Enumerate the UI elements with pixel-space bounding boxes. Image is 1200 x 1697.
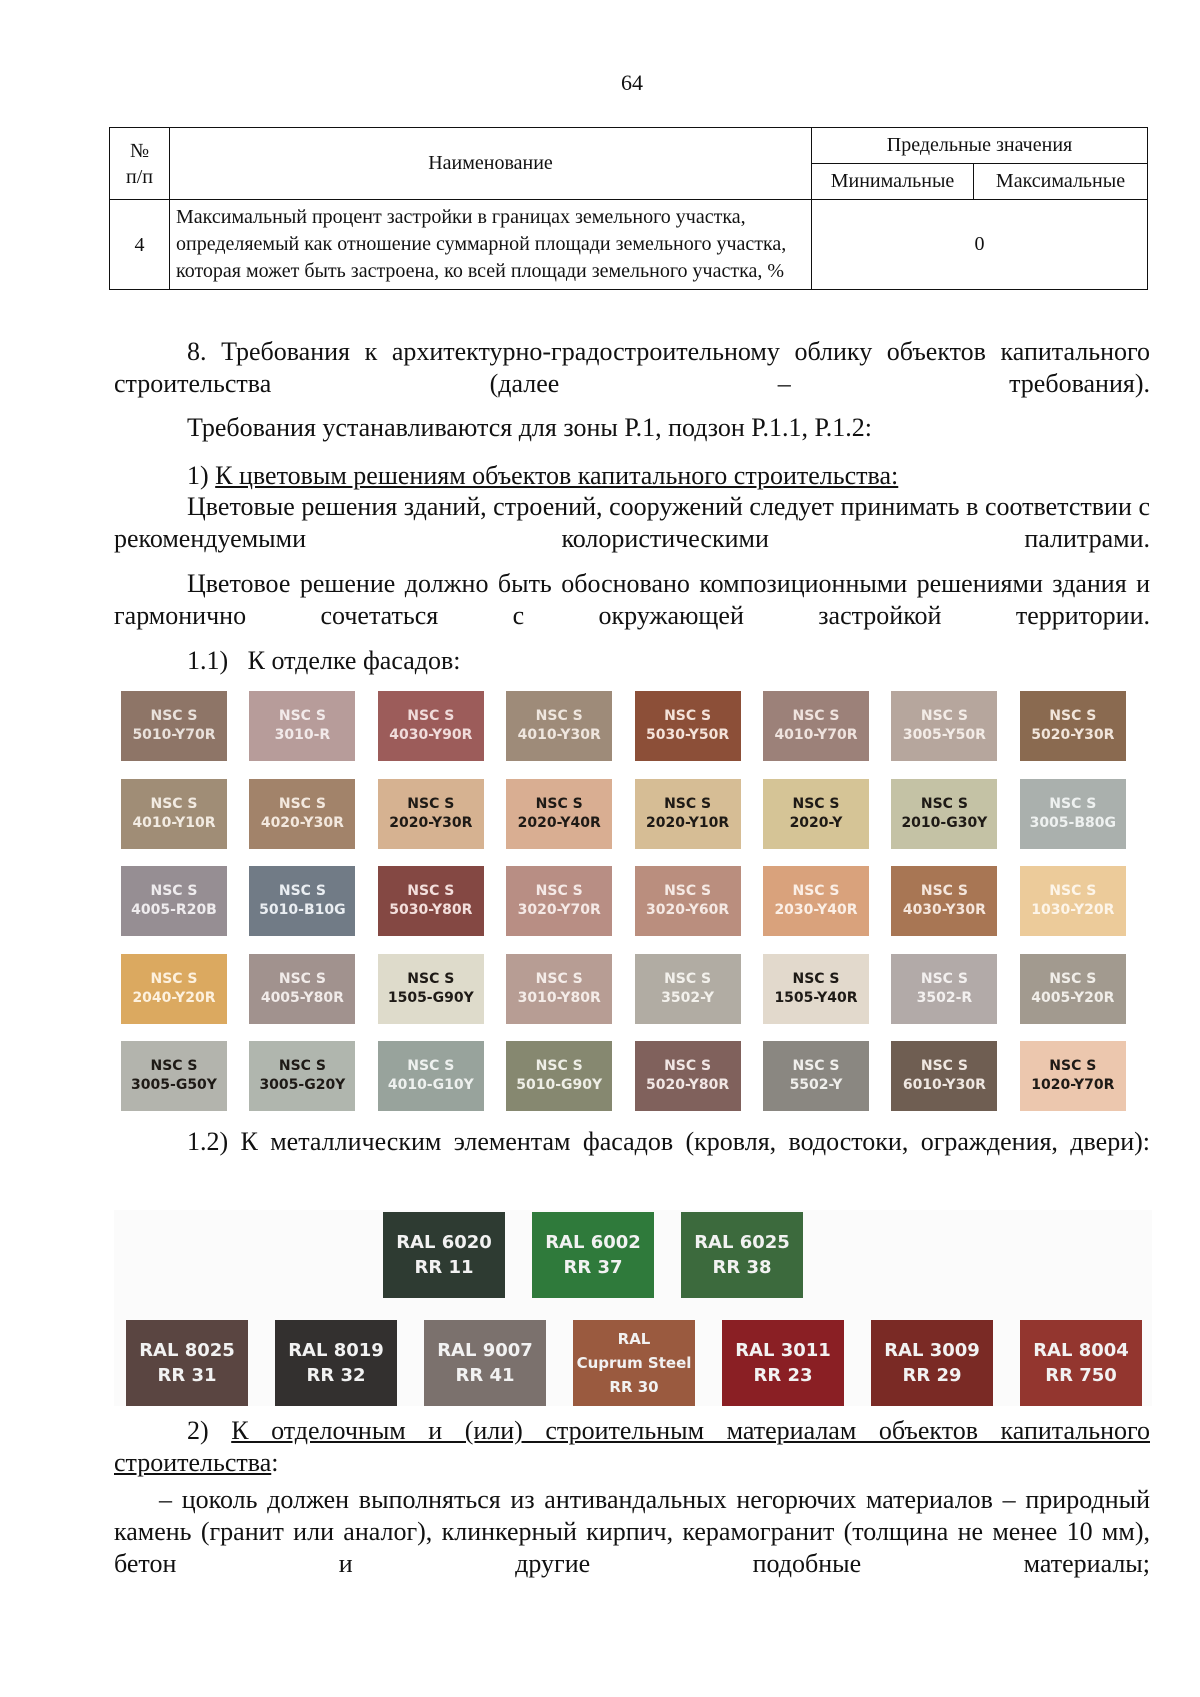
- swatch-label-code: 5020-Y30R: [1031, 727, 1115, 743]
- page-number: 64: [621, 70, 643, 95]
- swatch-label-system: NSC S: [664, 795, 712, 812]
- swatch-label-system: NSC S: [150, 795, 198, 812]
- swatch-label-code: 3005-G20Y: [259, 1077, 346, 1094]
- paragraph-plinth: – цоколь должен выполняться из антивандальных негорючих материалов – природный камень (гранит или аналог), клинкерный кирпич, керамогранит (толщина не менее 10 мм), бетон и другие подобные материалы;: [114, 1485, 1150, 1578]
- swatch-label-code: 4030-Y90R: [389, 727, 473, 743]
- metal-swatch-label: RR 37: [563, 1257, 623, 1278]
- swatch-label-code: 2020-Y: [789, 814, 843, 831]
- swatch-label-system: NSC S: [278, 883, 326, 900]
- swatch-label-system: NSC S: [792, 970, 840, 987]
- facade-swatch: [891, 954, 997, 1024]
- facade-swatch: [635, 1041, 741, 1111]
- heading2-title: К отделочным и (или) строительным материалам объектов капитального строительства: [114, 1416, 1150, 1477]
- facade-swatch: [1020, 1041, 1126, 1111]
- facade-swatch: [891, 1041, 997, 1111]
- metal-swatch-label: RAL 8025: [139, 1340, 235, 1361]
- row-value: 0: [812, 200, 1148, 290]
- heading2-num: 2): [187, 1416, 232, 1445]
- swatch-label-code: 5030-Y50R: [646, 727, 730, 743]
- metal-swatch-label: RR 41: [455, 1365, 515, 1386]
- metal-swatch-label: Cuprum Steel: [576, 1354, 692, 1372]
- metal-swatch: [681, 1212, 803, 1298]
- metal-swatch: [532, 1212, 654, 1298]
- swatch-label-code: 3005-Y50R: [902, 727, 986, 743]
- facade-swatch: [249, 1041, 355, 1111]
- metal-swatch-label: RAL 3009: [884, 1340, 980, 1361]
- swatch-label-system: NSC S: [150, 1058, 198, 1075]
- swatch-label-code: 4010-Y10R: [132, 814, 216, 831]
- heading-materials: [114, 1415, 1150, 1479]
- swatch-label-code: 1505-G90Y: [387, 989, 474, 1006]
- facade-swatch: [763, 866, 869, 936]
- metal-swatch: [722, 1320, 844, 1406]
- swatch-label-system: NSC S: [792, 883, 840, 900]
- metal-swatch: [275, 1320, 397, 1406]
- header-name: Наименование: [170, 128, 812, 200]
- swatch-label-code: 2020-Y30R: [389, 814, 473, 831]
- facade-swatch: [635, 691, 741, 761]
- facade-swatch: [249, 691, 355, 761]
- header-num: № п/п: [110, 128, 170, 200]
- header-max: Максимальные: [974, 164, 1148, 200]
- swatch-label-system: NSC S: [920, 1058, 968, 1075]
- metal-swatch-label: RR 29: [902, 1365, 962, 1386]
- swatch-label-code: 3010-R: [274, 727, 331, 743]
- paragraph-color-1: Цветовые решения зданий, строений, сооружений следует принимать в соответствии с рекомендуемыми колористическими палитрами.: [114, 492, 1150, 553]
- metal-swatch: [1020, 1320, 1142, 1406]
- swatch-label-system: NSC S: [535, 970, 583, 987]
- facade-swatch: [763, 779, 869, 849]
- heading-facades: 1.1) К отделке фасадов:: [187, 646, 461, 675]
- swatch-label-system: NSC S: [1049, 1058, 1097, 1075]
- facade-swatch: [121, 866, 227, 936]
- swatch-label-code: 2030-Y40R: [774, 902, 858, 919]
- swatch-label-code: 3502-R: [916, 989, 973, 1006]
- facade-swatch: [763, 691, 869, 761]
- facade-swatch: [121, 779, 227, 849]
- facade-swatch: [121, 954, 227, 1024]
- facade-swatch: [506, 866, 612, 936]
- swatch-label-code: 3005-B80G: [1029, 814, 1116, 831]
- swatch-label-system: NSC S: [150, 883, 198, 900]
- swatch-label-code: 2040-Y20R: [132, 989, 216, 1006]
- facade-swatch: [249, 954, 355, 1024]
- swatch-label-system: NSC S: [664, 883, 712, 900]
- paragraph-zones: Требования устанавливаются для зоны Р.1, подзон Р.1.1, Р.1.2:: [187, 413, 872, 442]
- metal-swatch: [424, 1320, 546, 1406]
- heading2-colon: :: [271, 1448, 279, 1477]
- swatch-label-system: NSC S: [407, 883, 455, 900]
- metal-swatch-label: RAL 6025: [694, 1232, 790, 1253]
- swatch-label-system: NSC S: [1049, 883, 1097, 900]
- swatch-label-code: 5502-Y: [789, 1077, 843, 1094]
- swatch-label-system: NSC S: [407, 1058, 455, 1075]
- table-row: [110, 200, 1148, 290]
- swatch-label-system: NSC S: [407, 708, 455, 724]
- swatch-label-code: 3010-Y80R: [517, 989, 601, 1006]
- swatch-label-code: 4005-Y80R: [260, 989, 344, 1006]
- facade-swatch: [635, 954, 741, 1024]
- facade-swatch: [1020, 779, 1126, 849]
- swatch-label-code: 5030-Y80R: [389, 902, 473, 919]
- metal-swatch-label: RR 31: [157, 1365, 217, 1386]
- swatch-label-code: 5010-Y70R: [132, 727, 216, 743]
- swatch-label-system: NSC S: [664, 1058, 712, 1075]
- header-limits: Предельные значения: [812, 128, 1148, 164]
- metal-swatch: [383, 1212, 505, 1298]
- swatch-label-system: NSC S: [278, 708, 326, 724]
- facade-swatch: [891, 866, 997, 936]
- swatch-label-system: NSC S: [920, 708, 968, 724]
- metal-swatch-label: RR 30: [609, 1378, 659, 1396]
- facade-swatch: [891, 779, 997, 849]
- facade-swatch: [121, 691, 227, 761]
- limits-table: [109, 127, 1148, 290]
- facade-swatch: [378, 779, 484, 849]
- metal-swatch-label: RR 23: [753, 1365, 813, 1386]
- metal-swatch-label: RR 38: [712, 1257, 772, 1278]
- metal-swatch-label: RR 750: [1045, 1365, 1117, 1386]
- metal-swatch-label: RAL 6020: [396, 1232, 492, 1253]
- swatch-label-system: NSC S: [278, 1058, 326, 1075]
- metal-swatch-label: RAL 9007: [437, 1340, 533, 1361]
- swatch-label-code: 4010-G10Y: [387, 1077, 474, 1094]
- facade-swatch: [378, 954, 484, 1024]
- swatch-label-system: NSC S: [535, 883, 583, 900]
- row-num: 4: [110, 200, 170, 290]
- metal-swatch-label: RAL 8019: [288, 1340, 384, 1361]
- row-name: Максимальный процент застройки в границах земельного участка, определяемый как отношение суммарной площади земельного участка, которая может быть застроена, ко всей площади земельного участка, %: [170, 200, 812, 290]
- swatch-label-system: NSC S: [535, 708, 583, 724]
- facade-swatch: [378, 866, 484, 936]
- swatch-label-code: 1020-Y70R: [1031, 1077, 1115, 1094]
- facade-swatch: [635, 866, 741, 936]
- swatch-label-code: 5010-G90Y: [516, 1077, 603, 1094]
- swatch-label-system: NSC S: [278, 970, 326, 987]
- swatch-label-code: 5020-Y80R: [646, 1077, 730, 1094]
- swatch-label-code: 4020-Y30R: [260, 814, 344, 831]
- swatch-label-code: 3502-Y: [661, 989, 715, 1006]
- swatch-label-code: 1030-Y20R: [1031, 902, 1115, 919]
- metal-swatch-label: RR 32: [306, 1365, 366, 1386]
- swatch-label-code: 2010-G30Y: [901, 814, 988, 831]
- heading-num: 1): [187, 461, 216, 490]
- swatch-label-system: NSC S: [920, 883, 968, 900]
- facade-swatch: [763, 954, 869, 1024]
- swatch-label-code: 6010-Y30R: [902, 1077, 986, 1094]
- heading-metal: 1.2) К металлическим элементам фасадов (кровля, водостоки, ограждения, двери):: [187, 1127, 1150, 1156]
- swatch-label-system: NSC S: [1049, 795, 1097, 812]
- swatch-label-system: NSC S: [535, 795, 583, 812]
- swatch-label-system: NSC S: [664, 970, 712, 987]
- swatch-label-code: 3020-Y70R: [517, 902, 601, 919]
- swatch-label-system: NSC S: [1049, 708, 1097, 724]
- swatch-label-system: NSC S: [792, 795, 840, 812]
- paragraph-color-2: Цветовое решение должно быть обосновано композиционными решениями здания и гармонично сочетаться с окружающей застройкой территории.: [114, 569, 1150, 630]
- swatch-label-system: NSC S: [150, 970, 198, 987]
- facade-swatch: [891, 691, 997, 761]
- facade-swatch: [1020, 691, 1126, 761]
- swatch-label-code: 4005-Y20R: [1031, 989, 1115, 1006]
- heading-color-solutions: [114, 460, 1150, 492]
- facade-swatch: [249, 779, 355, 849]
- swatch-label-code: 4030-Y30R: [902, 902, 986, 919]
- swatch-label-system: NSC S: [150, 708, 198, 724]
- swatch-label-system: NSC S: [407, 970, 455, 987]
- facade-swatch: [378, 1041, 484, 1111]
- swatch-label-system: NSC S: [278, 795, 326, 812]
- swatch-label-system: NSC S: [664, 708, 712, 724]
- swatch-label-code: 3005-G50Y: [131, 1077, 217, 1094]
- swatch-label-system: NSC S: [407, 795, 455, 812]
- swatch-label-system: NSC S: [920, 795, 968, 812]
- swatch-label-system: NSC S: [920, 970, 968, 987]
- swatch-label-code: 4010-Y70R: [774, 727, 858, 743]
- facade-swatch: [378, 691, 484, 761]
- swatch-label-code: 1505-Y40R: [774, 989, 858, 1006]
- metal-swatch-label: RAL: [617, 1330, 651, 1348]
- metal-swatch-label: RAL 6002: [545, 1232, 641, 1253]
- header-min: Минимальные: [812, 164, 974, 200]
- facade-swatch: [506, 691, 612, 761]
- facade-swatch: [635, 779, 741, 849]
- swatch-label-code: 2020-Y10R: [646, 814, 730, 831]
- swatch-label-system: NSC S: [792, 1058, 840, 1075]
- metal-swatch: [126, 1320, 248, 1406]
- heading-title: К цветовым решениям объектов капитального строительства:: [215, 461, 899, 490]
- swatch-label-system: NSC S: [535, 1058, 583, 1075]
- swatch-label-code: 5010-B10G: [259, 902, 346, 919]
- facade-swatch: [249, 866, 355, 936]
- swatch-label-system: NSC S: [1049, 970, 1097, 987]
- metal-swatch: [573, 1320, 695, 1406]
- facade-swatch: [121, 1041, 227, 1111]
- metal-swatch: [871, 1320, 993, 1406]
- facade-swatch: [1020, 954, 1126, 1024]
- swatch-label-code: 4005-R20B: [131, 902, 217, 919]
- facade-swatch: [506, 954, 612, 1024]
- facade-swatch: [1020, 866, 1126, 936]
- swatch-label-code: 4010-Y30R: [517, 727, 601, 743]
- metal-swatch-label: RAL 8004: [1033, 1340, 1129, 1361]
- swatch-label-system: NSC S: [792, 708, 840, 724]
- swatch-label-code: 3020-Y60R: [646, 902, 730, 919]
- metal-swatch-label: RR 11: [414, 1257, 474, 1278]
- paragraph-8: 8. Требования к архитектурно-градостроительному облику объектов капитального строительства (далее – требования).: [114, 337, 1150, 398]
- swatch-label-code: 2020-Y40R: [517, 814, 601, 831]
- facade-swatch: [506, 779, 612, 849]
- facade-swatch: [506, 1041, 612, 1111]
- facade-swatch: [763, 1041, 869, 1111]
- metal-swatch-label: RAL 3011: [735, 1340, 831, 1361]
